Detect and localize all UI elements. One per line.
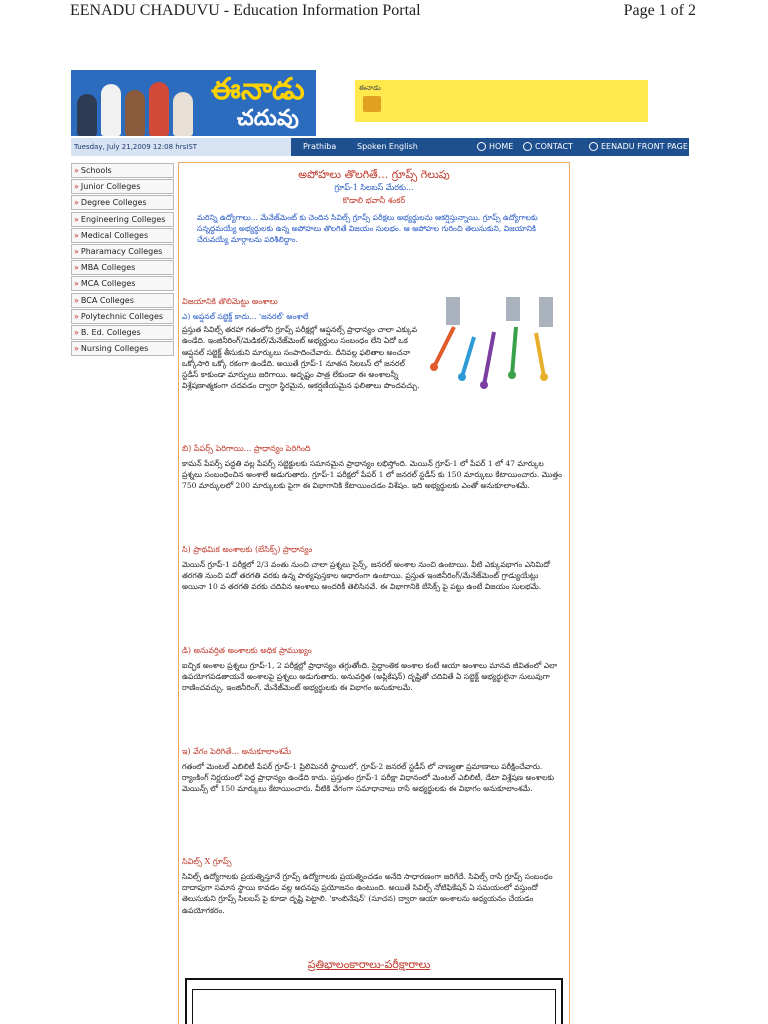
article-intro: మరిన్ని ఉద్యోగాలు... మేనేజ్‌మెంట్ కు చెందిన సివిల్స్ గ్రూప్స్ పరీక్షలు అభ్యర్థులను ఆకర్షిస్తున్నాయి. గ్రూప్స్ ఉద్యోగాలకు సన్నద్ధమయ్యే అభ్యర్థులకు ఉన్న అపోహలు తొలగితే విజయం సులభం. ఆ అపోహల గురించి తెలుసుకుని, విజయానికి చేరువయ్యే మార్గాలను పరిశీలిద్దాం. [197,213,538,245]
nav-link-prathiba[interactable]: Prathiba [303,142,337,151]
sidebar-item-engineering-colleges[interactable]: » Engineering Colleges [71,212,174,227]
chaduvu-logo: చదువు [237,106,299,131]
article-panel [178,162,570,1024]
section-6-title: సివిల్స్ X గ్రూప్స్ [182,857,232,866]
sidebar-menu [71,163,174,357]
section-4-title: డి) అనువర్తిత అంశాలకు అధిక ప్రాముఖ్యం [182,646,312,655]
sidebar-item-bca-colleges[interactable]: » BCA Colleges [71,293,174,308]
nav-link-home[interactable]: HOME [477,138,513,156]
arrow-icon: » [74,327,79,337]
print-header-page: Page 1 of 2 [623,2,696,19]
section-1-title: విజయానికి తొలిమెట్టు అంశాలు [182,297,278,306]
house-icon [363,96,381,112]
sidebar-item-mba-colleges[interactable]: » MBA Colleges [71,260,174,275]
sidebar-item-schools[interactable]: » Schools [71,163,174,178]
article-subhead: గ్రూప్-1 సిలబస్ మేరకు... [334,183,414,192]
ad-tag: ఈనాడు [359,84,381,92]
nav-link-spoken-english[interactable]: Spoken English [357,142,418,151]
arrow-icon: » [74,311,79,321]
section-2 [182,444,564,492]
contact-icon [523,142,532,151]
section-5-body: గతంలో మెంటల్ ఎబిలిటీ పేపర్ గ్రూప్-1 ప్రిలిమినరీ స్థాయిలో, గ్రూప్-2 జనరల్ స్టడీస్ లో నాణ్యతా ప్రమాణాలు పరీక్షించేవారు. ర్యాంకింగ్ నిర్ణయంలో పెద్ద ప్రాధాన్యం ఉండేది కాదు. ప్రస్తుతం గ్రూప్-1 పరీక్షా విధానంలో మెంటల్ ఎబిలిటీ, డేటా విశ్లేషణ అంశాలకు మెయిన్స్ లో 150 మార్కులు కేటాయించారు. వీటికి వేగంగా సమాధానాలు రాసే అభ్యర్థులకు ఈ విభాగం అనుకూలాంశమే. [182,762,555,794]
print-header-title: EENADU CHADUVU - Education Information Portal [70,2,421,19]
bottom-frame-inner [192,989,556,1024]
section-1-body: ప్రస్తుత సివిల్స్ తరహా గతంలోని గ్రూప్స్ పరీక్షల్లో ఆప్షనల్స్ ప్రాధాన్యం చాలా ఎక్కువ ఉండేది. ఇంజినీరింగ్/మెడికల్/మేనేజ్‌మెంట్ అభ్యర్థులు సంబంధం లేని ఏదో ఒక ఆప్షనల్ సబ్జెక్ట్ తీసుకుని మార్కులు సంపాదించేవారు. దీనివల్ల ఫలితాల అంచనా ఒక్కోసారి ఒక్కో రకంగా ఉండేది. అయితే గ్రూప్-1 నూతన సిలబస్ లో జనరల్ స్టడీస్ కాకుండా మార్పులు జరిగాయి. అదృష్టం పాత్ర లేకుండా ఈ అంశాలన్నీ విశ్లేషణాత్మకంగా చదవడం ద్వారా స్థిరమైన, ఆకర్షణీయమైన ఫలితాలు పొందవచ్చు. [182,325,420,391]
section-4-body: ఐచ్ఛిక అంశాల ప్రశ్నలు గ్రూప్-1, 2 పరీక్షల్లో ప్రాధాన్యం తగ్గుతోంది. సైద్ధాంతిక అంశాల కంటే ఆయా అంశాలు మానవ జీవితంలో ఎలా ఉపయోగపడతాయనే అంశాలపై ప్రశ్నలు అడుగుతారు. అనువర్తిత (అప్లికేషన్) దృష్టితో చదివితే ఏ సబ్జెక్ట్ అభ్యర్థులైనా సులువుగా రాణించవచ్చు. ఇంజినీరింగ్, మేనేజ్‌మెంట్ అభ్యర్థులకు ఈ విభాగం అనుకూలమే. [182,661,558,693]
arrow-icon: » [74,214,79,224]
arrow-icon: » [74,246,79,256]
sidebar-item-bed-colleges[interactable]: » B. Ed. Colleges [71,325,174,340]
arrow-icon: » [74,344,79,354]
arrow-icon: » [74,263,79,273]
section-5 [182,747,564,795]
front-page-icon [589,142,598,151]
sidebar-item-degree-colleges[interactable]: » Degree Colleges [71,195,174,210]
site-banner[interactable] [71,70,316,136]
nav-link-eenadu-front-page[interactable]: EENADU FRONT PAGE [589,138,688,156]
advertisement-banner[interactable] [355,80,648,122]
date-time-display: Tuesday, July 21,2009 12:08 hrsIST [71,138,291,156]
arrow-icon: » [74,230,79,240]
section-1 [182,297,564,391]
section-3-body: మెయిన్ గ్రూప్-1 పరీక్షలో 2/3 వంతు నుంచి చాలా ప్రశ్నలు సైన్స్, జనరల్ అంశాల నుంచి ఉంటాయి. వీటి ఎక్కువభాగం ఎనిమిదో తరగతి నుంచి పదో తరగతి వరకు ఉన్న పాఠ్యపుస్తకాల ఆధారంగా ఉంటాయి. ప్రస్తుత ఇంజినీరింగ్/మేనేజ్‌మెంట్ గ్రాడ్యుయేట్లు అయినా 10 వ తరగతి వరకు చదివిన అంశాలు అందరికీ తెలిసినవే. ఈ విభాగానికి బేసిక్స్ పై పట్టు ఉంటే విజయం సులభమే. [182,560,550,592]
section-2-title: బి) పేపర్స్ పెరిగాయి... ప్రాధాన్యం పెరిగింది [182,444,311,453]
home-icon [477,142,486,151]
section-4 [182,646,564,694]
sidebar-item-medical-colleges[interactable]: » Medical Colleges [71,228,174,243]
sidebar-item-nursing-colleges[interactable]: » Nursing Colleges [71,341,174,356]
section-6-body: సివిల్స్ ఉద్యోగాలకు ప్రయత్నిస్తూనే గ్రూప్స్ ఉద్యోగాలకు ప్రయత్నించడం అనేది సాధారణంగా జరిగేదే. సివిల్స్ రాసే గ్రూప్స్ సంబంధం దాదాపుగా సమాన స్థాయి కావడం వల్ల అదనపు ప్రయోజనం ఉంటుంది. అయితే సివిల్స్ నోటిఫికేషన్ ఏ సమయంలో వస్తుందో తెలుసుకుని గ్రూప్స్ సిలబస్ పై కూడా దృష్టి పెట్టాలి. 'కాంబినేషన్' (సూచన) ద్వారా ఆయా అంశాలను అధ్యయనం చేయడం ఉపయోగకరం. [182,872,553,915]
top-navbar [71,138,689,156]
nav-link-contact[interactable]: CONTACT [523,138,573,156]
arrow-icon: » [74,279,79,289]
sidebar-item-junior-colleges[interactable]: » Junior Colleges [71,179,174,194]
arrow-icon: » [74,295,79,305]
section-1-subtitle: ఎ) అప్షనల్ సబ్జెక్ట్ కాదు... 'జనరల్' అంశాలే [182,312,309,321]
article-byline: కొడాలి భవానీ శంకర్ [342,196,406,205]
bottom-frame [185,978,563,1024]
section-6 [182,857,564,916]
section-5-title: ఇ) వేగం పెరిగితే... అనుకూలాంశమే [182,747,292,756]
article-headline: అపోహలు తొలగితే... గ్రూప్స్ గెలుపు [298,168,450,181]
arrow-icon: » [74,166,79,175]
sidebar-item-polytechnic-colleges[interactable]: » Polytechnic Colleges [71,309,174,324]
section-3-title: సి) ప్రాథమిక అంశాలకు (బేసిక్స్) ప్రాధాన్యం [182,545,313,554]
arrow-icon: » [74,198,79,208]
arrow-icon: » [74,182,79,192]
section-3 [182,545,564,593]
bottom-section-title: ప్రతిభాలంకారాలు-పరీక్షారాలు [307,958,431,971]
sidebar-item-pharamacy-colleges[interactable]: » Pharamacy Colleges [71,244,174,259]
section-2-body: కామన్ పేపర్స్ పద్ధతి వల్ల పేపర్స్ సబ్జెక్టులకు సమానమైన ప్రాధాన్యం లభిస్తోంది. మెయిన్ గ్రూప్-1 లో పేపర్ 1 లో 47 మార్కుల ప్రశ్నలు సంబంధించిన అంశాలే అడుగుతారు. గ్రూప్-1 పరీక్షలో పేపర్ 1 లో జనరల్ స్టడీస్ కు 150 మార్కులు కేటాయించారు. మొత్తం 750 మార్కులలో 200 మార్కులకు పైగా ఈ విభాగానికి కేటాయించడం విశేషం. ఇది అభ్యర్థులకు ఎంతో అనుకూలాంశమే. [182,459,562,491]
print-header [0,0,768,24]
eenadu-logo: ఈనాడు [211,72,305,107]
sidebar-item-mca-colleges[interactable]: » MCA Colleges [71,276,174,291]
